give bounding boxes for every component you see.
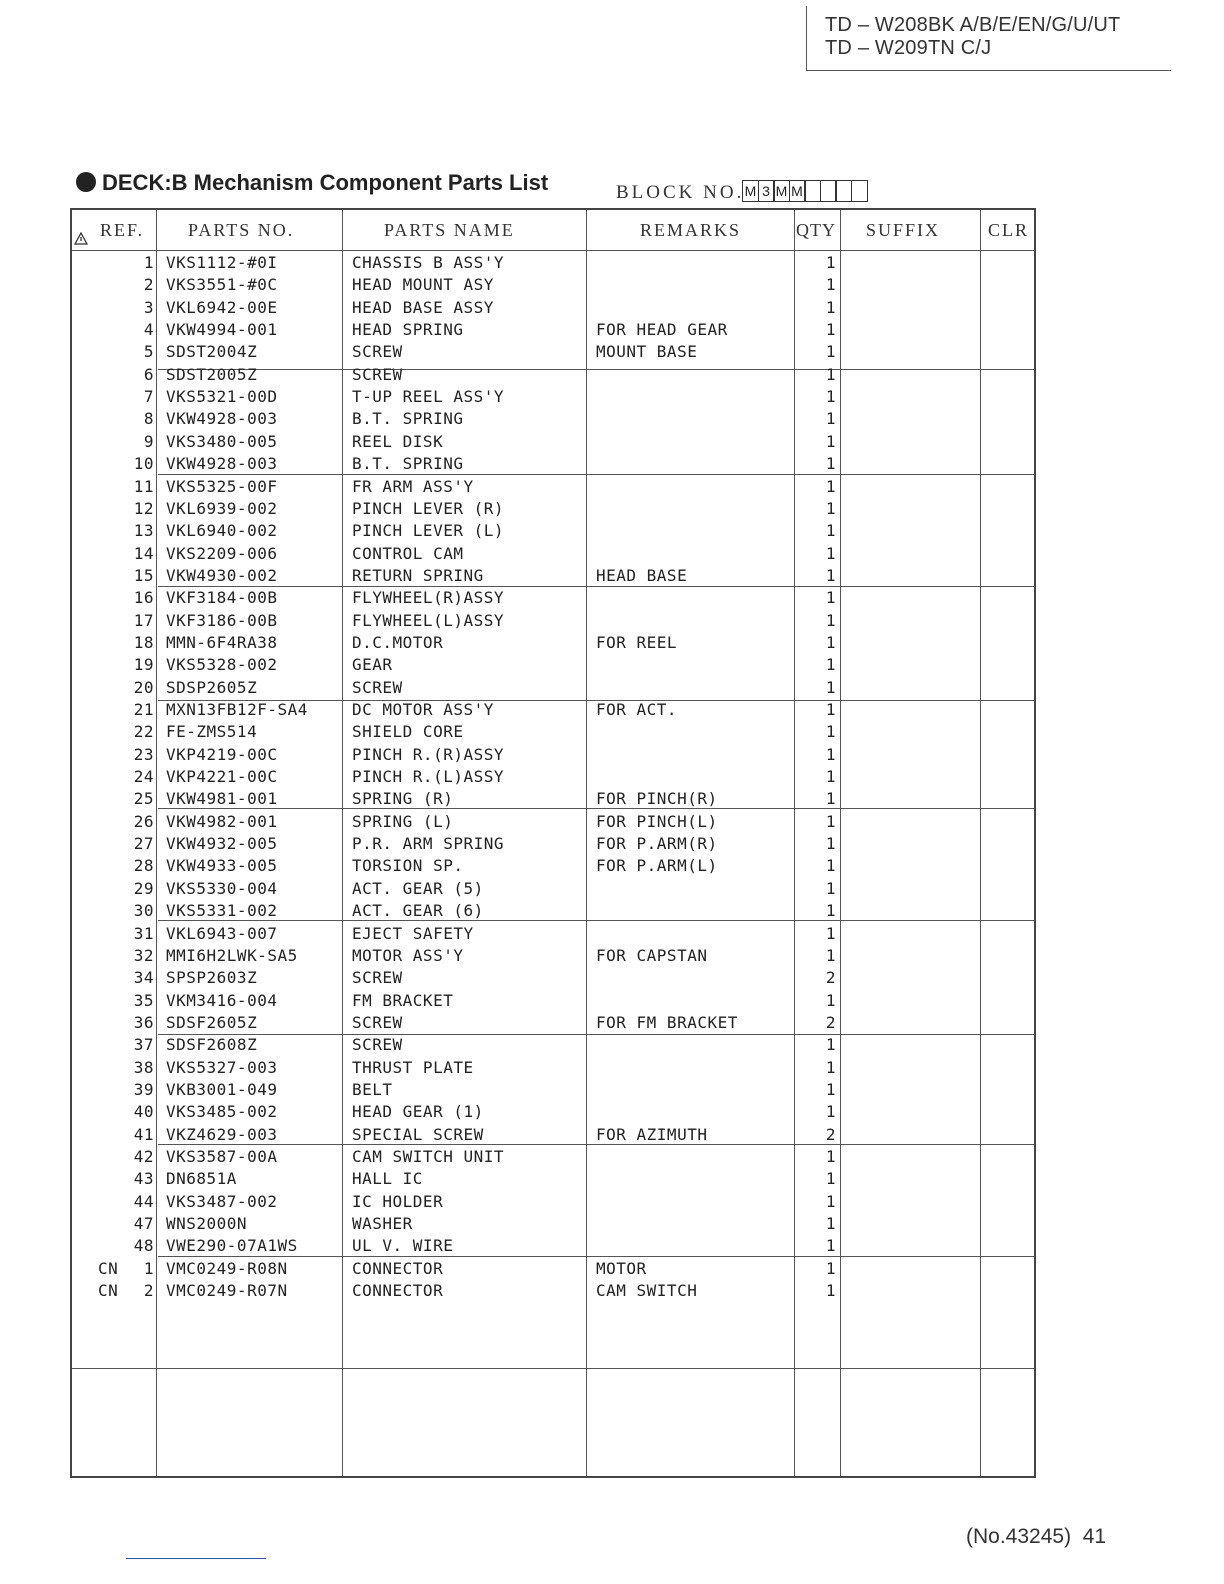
ref-cell: 26 <box>133 811 154 831</box>
table-row <box>72 878 1034 900</box>
table-row <box>72 1012 1034 1034</box>
table-row <box>72 1057 1034 1079</box>
part-no-cell: VKF3186-00B <box>166 610 278 630</box>
parts-name-cell: REEL DISK <box>352 431 444 451</box>
ref-cell: 14 <box>133 543 154 563</box>
part-no-cell: VKL6939-002 <box>166 498 278 518</box>
ref-cell: 1 <box>143 253 154 272</box>
table-row <box>72 274 1034 296</box>
ref-cell: 3 <box>143 297 154 317</box>
qty-cell: 1 <box>825 1079 836 1099</box>
qty-cell: 1 <box>825 677 836 697</box>
part-no-cell: SDSF2605Z <box>166 1012 258 1032</box>
part-no-cell: VKS3587-00A <box>166 1147 278 1166</box>
ref-cell: 13 <box>133 521 154 541</box>
ref-cell: 5 <box>143 342 154 362</box>
part-no-cell: SDSP2605Z <box>166 677 258 697</box>
part-no-cell: VKS1112-#0I <box>166 253 278 272</box>
block-code-cell: M <box>742 180 759 202</box>
table-row <box>72 476 1034 498</box>
part-no-cell: VKS5328-002 <box>166 655 278 675</box>
part-no-cell: VWE290-07A1WS <box>166 1236 298 1256</box>
parts-name-cell: B.T. SPRING <box>352 454 464 474</box>
table-row <box>72 498 1034 520</box>
remarks-cell: FOR ACT. <box>596 700 678 719</box>
ref-cell: 17 <box>133 610 154 630</box>
qty-cell: 1 <box>825 1258 836 1278</box>
ref-cell: 1 <box>143 1258 154 1278</box>
parts-name-cell: SCREW <box>352 968 403 988</box>
qty-cell: 1 <box>825 342 836 362</box>
ref-cell: 47 <box>133 1214 154 1234</box>
table-row <box>72 766 1034 788</box>
parts-name-cell: PINCH LEVER (L) <box>352 521 504 541</box>
parts-name-cell: GEAR <box>352 655 393 675</box>
ref-cell: 37 <box>133 1035 154 1055</box>
table-row <box>72 990 1034 1012</box>
table-row <box>72 543 1034 565</box>
parts-name-cell: T-UP REEL ASS'Y <box>352 387 504 407</box>
qty-cell: 2 <box>825 1012 836 1032</box>
qty-cell: 1 <box>825 1147 836 1166</box>
parts-name-cell: B.T. SPRING <box>352 409 464 429</box>
block-code <box>742 180 866 202</box>
part-no-cell: MXN13FB12F-SA4 <box>166 700 308 719</box>
remarks-cell: HEAD BASE <box>596 565 688 585</box>
qty-cell: 1 <box>825 700 836 719</box>
ref-cell: 9 <box>143 431 154 451</box>
remarks-cell: FOR PINCH(R) <box>596 789 718 809</box>
ref-cell: 38 <box>133 1057 154 1077</box>
remarks-cell: CAM SWITCH <box>596 1281 698 1301</box>
parts-name-cell: PINCH LEVER (R) <box>352 498 504 518</box>
table-row <box>72 1280 1034 1302</box>
ref-cell: 21 <box>133 700 154 719</box>
part-no-cell: SDST2004Z <box>166 342 258 362</box>
parts-name-cell: FLYWHEEL(L)ASSY <box>352 610 504 630</box>
parts-name-cell: SPRING (R) <box>352 789 454 809</box>
remarks-cell: MOTOR <box>596 1258 647 1278</box>
qty-cell: 1 <box>825 543 836 563</box>
ref-cell: 20 <box>133 677 154 697</box>
table-row <box>72 699 1034 721</box>
parts-name-cell: RETURN SPRING <box>352 565 484 585</box>
table-row <box>72 386 1034 408</box>
qty-cell: 1 <box>825 610 836 630</box>
parts-name-cell: CHASSIS B ASS'Y <box>352 253 504 272</box>
qty-cell: 1 <box>825 588 836 608</box>
ref-prefix: CN <box>98 1281 119 1301</box>
parts-name-cell: HALL IC <box>352 1169 423 1189</box>
part-no-cell: MMI6H2LWK-SA5 <box>166 945 298 965</box>
parts-name-cell: PINCH R.(L)ASSY <box>352 767 504 787</box>
table-row <box>72 967 1034 989</box>
table-row <box>72 923 1034 945</box>
block-code-cell <box>835 180 852 202</box>
parts-name-cell: FM BRACKET <box>352 990 454 1010</box>
table-row <box>72 610 1034 632</box>
table-row <box>72 252 1034 274</box>
table-row <box>72 319 1034 341</box>
qty-cell: 1 <box>825 521 836 541</box>
parts-name-cell: SHIELD CORE <box>352 722 464 742</box>
table-row <box>72 833 1034 855</box>
table-row <box>72 364 1034 386</box>
header-clr: CLR <box>988 220 1030 240</box>
ref-cell: 44 <box>133 1191 154 1211</box>
part-no-cell: VKS3485-002 <box>166 1102 278 1122</box>
ref-cell: 16 <box>133 588 154 608</box>
ref-cell: 4 <box>143 320 154 340</box>
qty-cell: 1 <box>825 297 836 317</box>
ref-cell: 29 <box>133 878 154 898</box>
remarks-cell: FOR HEAD GEAR <box>596 320 728 340</box>
header-ref: REF. <box>100 220 145 240</box>
part-no-cell: VKW4930-002 <box>166 565 278 585</box>
part-no-cell: VKW4928-003 <box>166 454 278 474</box>
parts-name-cell: SPRING (L) <box>352 811 454 831</box>
remarks-cell: FOR PINCH(L) <box>596 811 718 831</box>
ref-cell: 25 <box>133 789 154 809</box>
table-row <box>72 654 1034 676</box>
model-box <box>806 6 1171 71</box>
qty-cell: 1 <box>825 1236 836 1256</box>
qty-cell: 1 <box>825 990 836 1010</box>
table-row <box>72 1034 1034 1056</box>
qty-cell: 1 <box>825 1035 836 1055</box>
parts-name-cell: PINCH R.(R)ASSY <box>352 744 504 764</box>
part-no-cell: DN6851A <box>166 1169 237 1189</box>
model-line-2: TD – W209TN C/J <box>825 37 992 59</box>
part-no-cell: VKL6940-002 <box>166 521 278 541</box>
bullet-icon <box>76 172 96 192</box>
qty-cell: 1 <box>825 1191 836 1211</box>
ref-cell: 40 <box>133 1102 154 1122</box>
part-no-cell: VKS3487-002 <box>166 1191 278 1211</box>
table-row <box>72 565 1034 587</box>
ref-cell: 8 <box>143 409 154 429</box>
ref-cell: 6 <box>143 364 154 384</box>
part-no-cell: VKS3551-#0C <box>166 275 278 295</box>
table-row <box>72 1101 1034 1123</box>
parts-name-cell: CONNECTOR <box>352 1281 444 1301</box>
parts-name-cell: HEAD BASE ASSY <box>352 297 494 317</box>
part-no-cell: WNS2000N <box>166 1214 248 1234</box>
table-row <box>72 721 1034 743</box>
part-no-cell: VKS2209-006 <box>166 543 278 563</box>
block-code-cell: 3 <box>758 180 775 202</box>
part-no-cell: SDST2005Z <box>166 364 258 384</box>
block-code-cell <box>851 180 868 202</box>
parts-name-cell: FLYWHEEL(R)ASSY <box>352 588 504 608</box>
qty-cell: 1 <box>825 923 836 943</box>
ref-cell: 32 <box>133 945 154 965</box>
ref-cell: 24 <box>133 767 154 787</box>
part-no-cell: VKF3184-00B <box>166 588 278 608</box>
parts-name-cell: CONNECTOR <box>352 1258 444 1278</box>
table-row <box>72 1124 1034 1146</box>
parts-name-cell: WASHER <box>352 1214 413 1234</box>
parts-name-cell: SCREW <box>352 1035 403 1055</box>
remarks-cell: FOR REEL <box>596 632 678 652</box>
qty-cell: 2 <box>825 1124 836 1144</box>
table-row <box>72 297 1034 319</box>
ref-cell: 19 <box>133 655 154 675</box>
part-no-cell: SPSP2603Z <box>166 968 258 988</box>
qty-cell: 1 <box>825 901 836 921</box>
page-number: 41 <box>1082 1525 1107 1548</box>
parts-name-cell: ACT. GEAR (5) <box>352 878 484 898</box>
qty-cell: 1 <box>825 1169 836 1189</box>
ref-cell: 48 <box>133 1236 154 1256</box>
ref-cell: 28 <box>133 856 154 876</box>
part-no-cell: FE-ZMS514 <box>166 722 258 742</box>
block-code-cell: M <box>789 180 806 202</box>
parts-name-cell: THRUST PLATE <box>352 1057 474 1077</box>
qty-cell: 1 <box>825 744 836 764</box>
qty-cell: 1 <box>825 387 836 407</box>
ref-prefix: CN <box>98 1258 119 1278</box>
table-row <box>72 1213 1034 1235</box>
table-row <box>72 408 1034 430</box>
parts-table <box>70 208 1036 1478</box>
qty-cell: 1 <box>825 431 836 451</box>
parts-name-cell: MOTOR ASS'Y <box>352 945 464 965</box>
ref-cell: 35 <box>133 990 154 1010</box>
part-no-cell: VKS3480-005 <box>166 431 278 451</box>
parts-name-cell: ACT. GEAR (6) <box>352 901 484 921</box>
part-no-cell: SDSF2608Z <box>166 1035 258 1055</box>
ref-cell: 15 <box>133 565 154 585</box>
page-footer <box>966 1525 1106 1549</box>
block-code-cell <box>820 180 837 202</box>
qty-cell: 1 <box>825 655 836 675</box>
qty-cell: 1 <box>825 834 836 854</box>
part-no-cell: VKS5327-003 <box>166 1057 278 1077</box>
remarks-cell: FOR CAPSTAN <box>596 945 708 965</box>
qty-cell: 1 <box>825 632 836 652</box>
qty-cell: 1 <box>825 1281 836 1301</box>
page-title-text: DECK:B Mechanism Component Parts List <box>102 170 549 195</box>
qty-cell: 1 <box>825 476 836 496</box>
parts-name-cell: SCREW <box>352 342 403 362</box>
table-row <box>72 1258 1034 1280</box>
part-no-cell: VKW4932-005 <box>166 834 278 854</box>
parts-name-cell: UL V. WIRE <box>352 1236 454 1256</box>
header-parts-name: PARTS NAME <box>384 220 515 240</box>
table-row <box>72 520 1034 542</box>
ref-cell: 31 <box>133 923 154 943</box>
table-row <box>72 1191 1034 1213</box>
qty-cell: 1 <box>825 275 836 295</box>
part-no-cell: VKS5325-00F <box>166 476 278 496</box>
parts-name-cell: FR ARM ASS'Y <box>352 476 474 496</box>
parts-name-cell: SCREW <box>352 1012 403 1032</box>
remarks-cell: MOUNT BASE <box>596 342 698 362</box>
qty-cell: 1 <box>825 722 836 742</box>
qty-cell: 1 <box>825 498 836 518</box>
group-rule <box>72 1368 1034 1369</box>
parts-name-cell: EJECT SAFETY <box>352 923 474 943</box>
remarks-cell: FOR P.ARM(L) <box>596 856 718 876</box>
ref-cell: 36 <box>133 1012 154 1032</box>
part-no-cell: VKS5330-004 <box>166 878 278 898</box>
table-row <box>72 677 1034 699</box>
doc-number: (No.43245) <box>966 1525 1072 1548</box>
remarks-cell: FOR AZIMUTH <box>596 1124 708 1144</box>
parts-name-cell: BELT <box>352 1079 393 1099</box>
qty-cell: 2 <box>825 968 836 988</box>
part-no-cell: VKS5321-00D <box>166 387 278 407</box>
table-row <box>72 811 1034 833</box>
qty-cell: 1 <box>825 364 836 384</box>
model-line-1: TD – W208BK A/B/E/EN/G/U/UT <box>825 14 1121 36</box>
qty-cell: 1 <box>825 1102 836 1122</box>
part-no-cell: VKS5331-002 <box>166 901 278 921</box>
parts-name-cell: HEAD SPRING <box>352 320 464 340</box>
ref-cell: 2 <box>143 275 154 295</box>
table-row <box>72 431 1034 453</box>
ref-cell: 27 <box>133 834 154 854</box>
table-row <box>72 453 1034 475</box>
qty-cell: 1 <box>825 1214 836 1234</box>
qty-cell: 1 <box>825 856 836 876</box>
table-row <box>72 1079 1034 1101</box>
part-no-cell: VKL6942-00E <box>166 297 278 317</box>
qty-cell: 1 <box>825 253 836 272</box>
part-no-cell: VKB3001-049 <box>166 1079 278 1099</box>
ref-cell: 39 <box>133 1079 154 1099</box>
table-row <box>72 945 1034 967</box>
qty-cell: 1 <box>825 878 836 898</box>
footer-rule <box>126 1558 266 1559</box>
ref-cell: 43 <box>133 1169 154 1189</box>
table-row <box>72 1168 1034 1190</box>
part-no-cell: VKW4994-001 <box>166 320 278 340</box>
qty-cell: 1 <box>825 811 836 831</box>
ref-cell: 11 <box>133 476 154 496</box>
part-no-cell: VKW4982-001 <box>166 811 278 831</box>
qty-cell: 1 <box>825 409 836 429</box>
table-row <box>72 1146 1034 1168</box>
ref-cell: 34 <box>133 968 154 988</box>
qty-cell: 1 <box>825 767 836 787</box>
qty-cell: 1 <box>825 320 836 340</box>
part-no-cell: VKW4981-001 <box>166 789 278 809</box>
ref-cell: 2 <box>143 1281 154 1301</box>
table-row <box>72 1235 1034 1257</box>
parts-name-cell: HEAD GEAR (1) <box>352 1102 484 1122</box>
parts-name-cell: IC HOLDER <box>352 1191 444 1211</box>
parts-name-cell: SCREW <box>352 677 403 697</box>
part-no-cell: VKP4219-00C <box>166 744 278 764</box>
part-no-cell: VKM3416-004 <box>166 990 278 1010</box>
parts-name-cell: D.C.MOTOR <box>352 632 444 652</box>
ref-cell: 22 <box>133 722 154 742</box>
ref-cell: 41 <box>133 1124 154 1144</box>
table-row <box>72 855 1034 877</box>
qty-cell: 1 <box>825 565 836 585</box>
ref-cell: 7 <box>143 387 154 407</box>
qty-cell: 1 <box>825 1057 836 1077</box>
ref-cell: 42 <box>133 1147 154 1166</box>
table-row <box>72 900 1034 922</box>
block-code-cell <box>804 180 821 202</box>
part-no-cell: VMC0249-R07N <box>166 1281 288 1301</box>
table-row <box>72 744 1034 766</box>
qty-cell: 1 <box>825 789 836 809</box>
part-no-cell: VMC0249-R08N <box>166 1258 288 1278</box>
parts-name-cell: TORSION SP. <box>352 856 464 876</box>
remarks-cell: FOR FM BRACKET <box>596 1012 738 1032</box>
header-suffix: SUFFIX <box>866 220 941 240</box>
table-row <box>72 341 1034 363</box>
block-code-cell: M <box>773 180 790 202</box>
ref-cell: 30 <box>133 901 154 921</box>
remarks-cell: FOR P.ARM(R) <box>596 834 718 854</box>
parts-name-cell: HEAD MOUNT ASY <box>352 275 494 295</box>
table-row <box>72 632 1034 654</box>
qty-cell: 1 <box>825 945 836 965</box>
part-no-cell: VKL6943-007 <box>166 923 278 943</box>
part-no-cell: VKP4221-00C <box>166 767 278 787</box>
parts-name-cell: CAM SWITCH UNIT <box>352 1147 504 1166</box>
ref-cell: 10 <box>133 454 154 474</box>
header-qty: QTY <box>796 220 836 240</box>
header-parts-no: PARTS NO. <box>188 220 295 240</box>
parts-name-cell: SPECIAL SCREW <box>352 1124 484 1144</box>
part-no-cell: MMN-6F4RA38 <box>166 632 278 652</box>
ref-cell: 23 <box>133 744 154 764</box>
block-no-label: BLOCK NO. <box>616 182 745 203</box>
parts-name-cell: P.R. ARM SPRING <box>352 834 504 854</box>
header-rule <box>72 250 1034 251</box>
qty-cell: 1 <box>825 454 836 474</box>
warning-icon <box>74 232 88 245</box>
header-remarks: REMARKS <box>640 220 742 240</box>
parts-name-cell: SCREW <box>352 364 403 384</box>
page-title <box>76 170 548 196</box>
parts-name-cell: CONTROL CAM <box>352 543 464 563</box>
part-no-cell: VKZ4629-003 <box>166 1124 278 1144</box>
parts-name-cell: DC MOTOR ASS'Y <box>352 700 494 719</box>
table-row <box>72 587 1034 609</box>
table-row <box>72 788 1034 810</box>
ref-cell: 18 <box>133 632 154 652</box>
part-no-cell: VKW4933-005 <box>166 856 278 876</box>
part-no-cell: VKW4928-003 <box>166 409 278 429</box>
ref-cell: 12 <box>133 498 154 518</box>
